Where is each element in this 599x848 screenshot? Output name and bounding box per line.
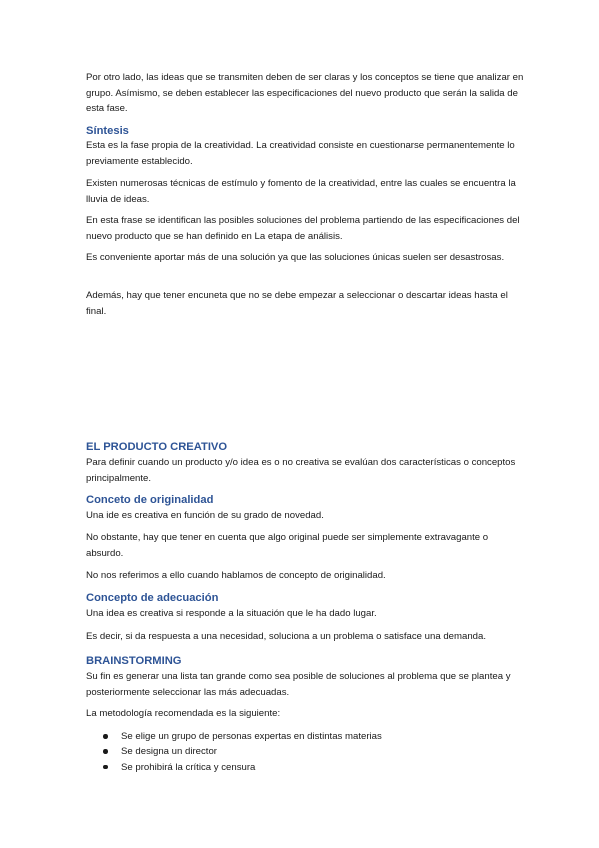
originalidad-paragraph: No obstante, hay que tener en cuenta que algo original puede ser simplemente extravagante o absurdo.	[86, 532, 489, 559]
producto-paragraph: Para definir cuando un producto y/o idea es o no creativa se evalúan dos características o conceptos principalmente.	[86, 457, 516, 484]
sintesis-paragraph: Esta es la fase propia de la creatividad. La creatividad consiste en cuestionarse permanentemente lo previamente establecido.	[86, 140, 515, 167]
originalidad-paragraph: Una ide es creativa en función de su grado de novedad.	[86, 510, 324, 521]
list-item-text: Se designa un director	[121, 746, 217, 758]
sintesis-paragraph: Existen numerosas técnicas de estímulo y fomento de la creatividad, entre las cuales se encuentra la lluvia de ideas.	[86, 178, 516, 205]
adecuacion-paragraph: Una idea es creativa si responde a la situación que le ha dado lugar.	[86, 608, 377, 619]
bullet-icon	[103, 749, 108, 754]
sintesis-paragraph: En esta frase se identifican las posibles soluciones del problema partiendo de las especificaciones del nuevo producto que se han definido en La etapa de análisis.	[86, 215, 520, 242]
bullet-icon	[103, 734, 108, 739]
bullet-icon	[103, 765, 108, 770]
brainstorming-paragraph: La metodología recomendada es la siguiente:	[86, 708, 281, 719]
originalidad-paragraph: No nos referimos a ello cuando hablamos de concepto de originalidad.	[86, 570, 386, 581]
adecuacion-paragraph: Es decir, si da respuesta a una necesidad, soluciona a un problema o satisface una demanda.	[86, 631, 486, 642]
list-item	[86, 760, 382, 775]
list-item	[86, 744, 382, 759]
list-item-text: Se elige un grupo de personas expertas en distintas materias	[121, 731, 382, 742]
list-item-text: Se prohibirá la crítica y censura	[121, 761, 256, 773]
intro-paragraph: Por otro lado, las ideas que se transmiten deben de ser claras y los conceptos se tiene que analizar en grupo. Asímismo, se deben establecer las especificaciones del nuevo producto que serán la salida de esta fase.	[86, 72, 524, 114]
adecuacion-heading: Concepto de adecuación	[86, 592, 219, 604]
brainstorming-heading: BRAINSTORMING	[86, 655, 182, 667]
producto-heading: EL PRODUCTO CREATIVO	[86, 441, 228, 453]
sintesis-heading: Síntesis	[86, 125, 129, 137]
sintesis-paragraph: Es conveniente aportar más de una solución ya que las soluciones únicas suelen ser desastrosas.	[86, 252, 505, 263]
list-item	[86, 729, 382, 744]
originalidad-heading: Conceto de originalidad	[86, 494, 214, 506]
methodology-list	[86, 729, 382, 775]
sintesis-paragraph: Además, hay que tener encuneta que no se debe empezar a seleccionar o descartar ideas hasta el final.	[86, 290, 508, 317]
brainstorming-paragraph: Su fin es generar una lista tan grande como sea posible de soluciones al problema que se plantea y posteriormente seleccionar las más adecuadas.	[86, 671, 511, 698]
